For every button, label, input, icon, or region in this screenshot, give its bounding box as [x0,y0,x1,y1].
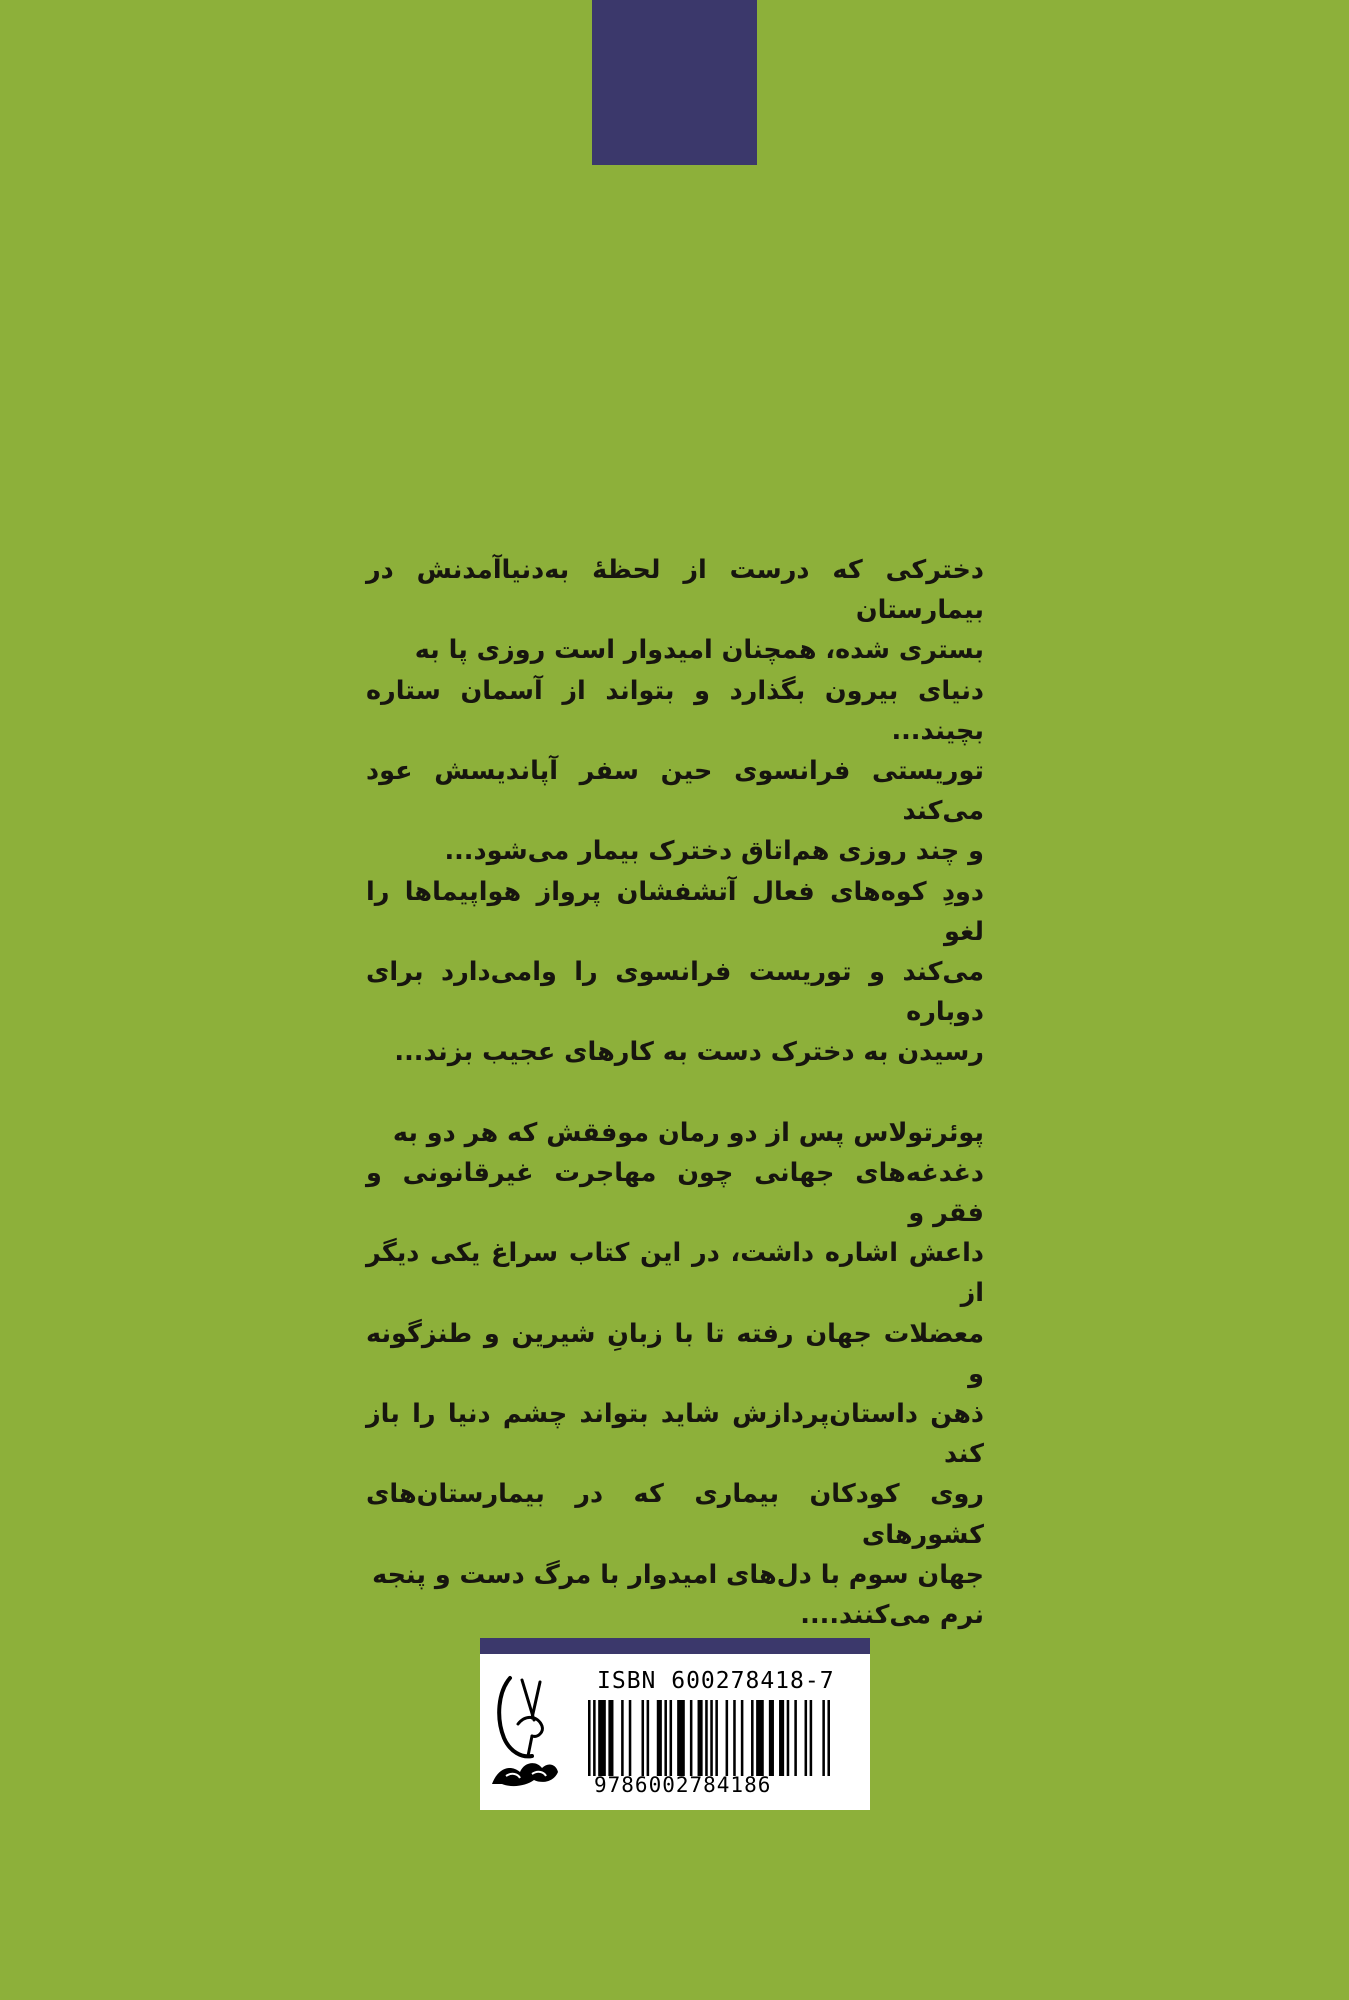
barcode-bar [769,1700,774,1776]
barcode-bar [629,1700,632,1776]
blurb-line: روی کودکان بیماری که در بیمارستان‌های کشورهای [366,1479,984,1550]
blurb-line: می‌کند و توریست فرانسوی را وامی‌دارد برای دوباره [366,957,984,1028]
paragraph-gap [366,1073,984,1113]
blurb-line: و چند روزی هم‌اتاق دخترک بیمار می‌شود... [444,836,984,867]
blurb-paragraph-1 [366,550,984,1073]
blurb-line: دختر‌کی که درست از لحظهٔ به‌دنیاآمدنش در بیمارستان [366,555,984,626]
ean-digits: 9786002784186 [594,1773,772,1797]
barcode-bar [705,1700,708,1776]
top-color-band [592,0,757,165]
barcode [588,1700,830,1776]
barcode-bar [805,1700,808,1776]
barcode-bar [677,1700,685,1776]
barcode-bar [810,1700,813,1776]
barcode-bar [598,1700,606,1776]
blurb-line: توریستی فرانسوی حین سفر آپاندیسش عود می‌کند [366,756,984,827]
barcode-bar [670,1700,673,1776]
barcode-bar [741,1700,744,1776]
barcode-bar [822,1700,825,1776]
blurb-line: داعش اشاره داشت، در این کتاب سراغ یکی دیگر از [366,1238,984,1309]
barcode-bar [710,1700,713,1776]
blurb-line: جهان سوم با دل‌های امیدوار با مرگ دست و پنجه [372,1559,984,1590]
blurb-line: بستری شده، همچنان امیدوار است روزی پا به [414,635,984,666]
blurb-line: رسیدن به دخترک دست به کارهای عجیب بزند... [394,1037,984,1068]
blurb-line: دنیای بیرون بگذارد و بتواند از آسمان ستاره بچیند... [366,675,984,746]
blurb-line: پوئرتولاس پس از دو رمان موفقش که هر دو به [392,1117,984,1148]
barcode-bar [756,1700,764,1776]
blurb-paragraph-2 [366,1113,984,1636]
blurb-line: ذهن داستان‌پرداز‌ش شاید بتواند چشم دنیا را باز کند [366,1399,984,1470]
barcode-bar [608,1700,613,1776]
barcode-bar [664,1700,667,1776]
barcode-bar [726,1700,729,1776]
blurb-line: دودِ کوه‌های فعال آتشفشان پرواز هواپیماها را لغو [366,876,984,947]
barcode-bar [779,1700,784,1776]
barcode-bar [657,1700,662,1776]
barcode-bar [641,1700,644,1776]
barcode-bar [690,1700,693,1776]
barcode-bar [751,1700,754,1776]
back-cover-blurb [366,550,984,1635]
blurb-line: معضلات جهان رفته تا با زبانِ شیرین و طنزگونه و [366,1318,984,1389]
isbn-box [480,1654,870,1810]
blurb-line: نرم می‌کنند.... [800,1600,984,1631]
barcode-bar [827,1700,830,1776]
publisher-logo-icon [488,1672,563,1790]
barcode-bar [787,1700,790,1776]
barcode-bar [733,1700,736,1776]
barcode-bar [698,1700,703,1776]
barcode-bar [715,1700,718,1776]
barcode-bar [621,1700,624,1776]
barcode-bar [647,1700,650,1776]
isbn-number-text: ISBN 600278418-7 [597,1668,835,1694]
barcode-bar [593,1700,596,1776]
isbn-top-stripe [480,1638,870,1654]
blurb-line: دغدغه‌های جهانی چون مهاجرت غیرقانونی و فقر و [366,1157,984,1229]
barcode-bar [794,1700,797,1776]
barcode-bar [588,1700,591,1776]
